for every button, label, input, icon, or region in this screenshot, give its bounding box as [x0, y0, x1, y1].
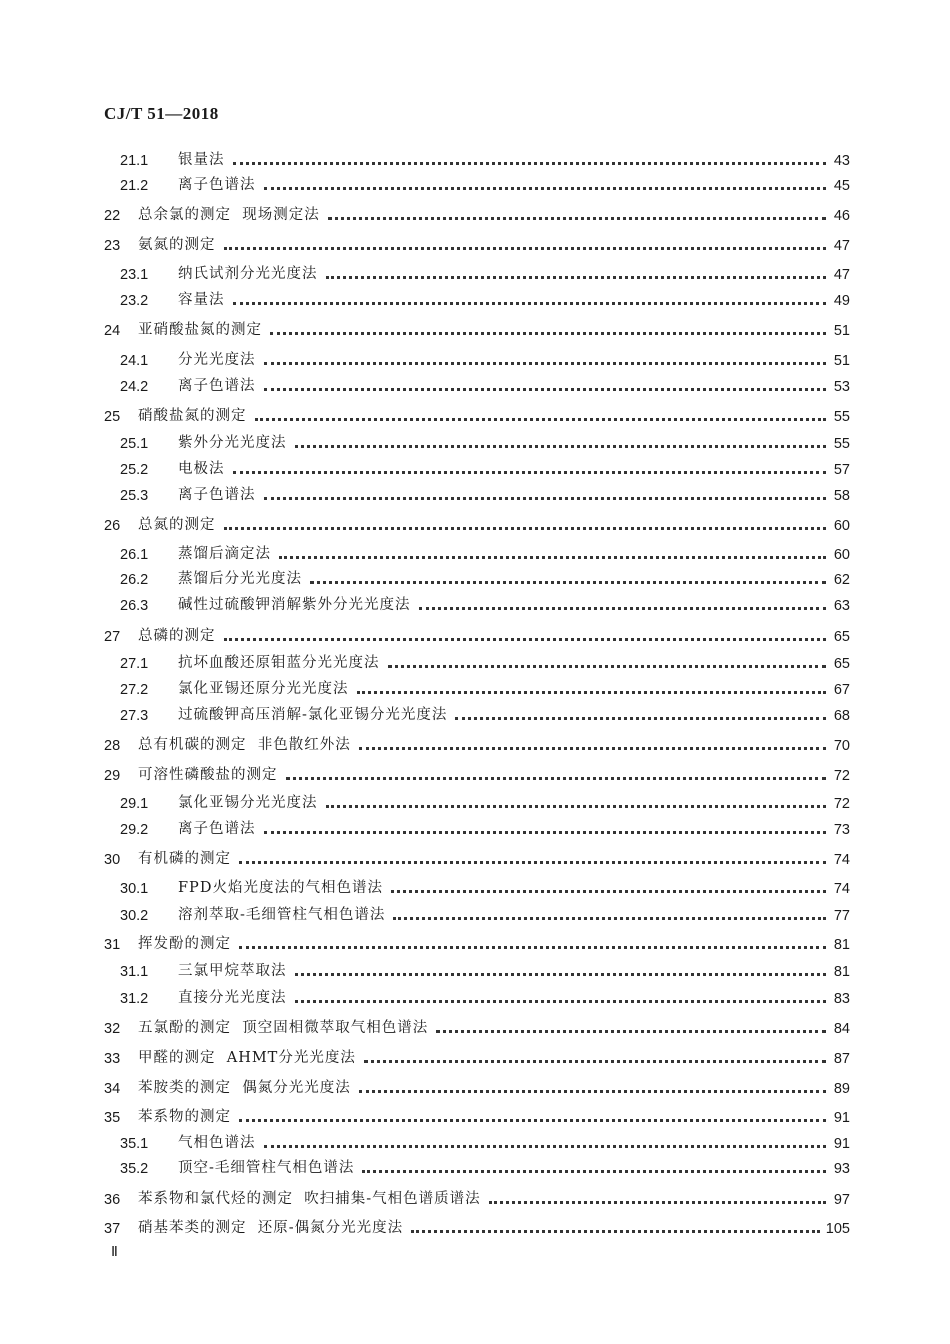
toc-entry-title: 银量法 [178, 152, 225, 168]
toc-entry[interactable] [104, 170, 850, 194]
toc-entry-title: 分光光度法 [178, 352, 256, 368]
toc-dot-leader [295, 1000, 827, 1003]
toc-dot-leader [224, 638, 827, 641]
toc-entry-title: 直接分光光度法 [178, 990, 287, 1006]
toc-entry-number: 21.2 [120, 178, 149, 194]
toc-dot-leader [264, 362, 827, 365]
toc-entry-page-number: 63 [833, 598, 850, 614]
toc-dot-leader [233, 162, 827, 165]
toc-dot-leader [326, 276, 827, 279]
toc-entry-title: 离子色谱法 [178, 378, 256, 394]
toc-entry-number: 35 [104, 1110, 121, 1126]
toc-entry-page-number: 47 [833, 238, 850, 254]
toc-dot-leader [264, 388, 827, 391]
toc-dot-leader [233, 471, 827, 474]
toc-entry-page-number: 105 [825, 1221, 850, 1237]
toc-entry[interactable] [104, 428, 850, 452]
toc-entry[interactable] [104, 1184, 850, 1208]
toc-entry-title: 亚硝酸盐氮的测定 [138, 322, 262, 338]
toc-entry-page-number: 43 [833, 153, 850, 169]
toc-dot-leader [239, 861, 826, 864]
toc-entry[interactable] [104, 873, 850, 897]
toc-entry-page-number: 58 [833, 488, 850, 504]
toc-entry[interactable] [104, 700, 850, 724]
toc-entry-number: 37 [104, 1221, 121, 1237]
toc-entry-page-number: 72 [833, 796, 850, 812]
toc-dot-leader [310, 581, 826, 584]
toc-entry-page-number: 51 [833, 353, 850, 369]
toc-dot-leader [264, 497, 827, 500]
toc-entry-title: 总磷的测定 [138, 628, 216, 644]
toc-dot-leader [239, 946, 826, 949]
toc-entry-title: 氯化亚锡还原分光光度法 [178, 681, 349, 697]
toc-entry-page-number: 77 [833, 908, 850, 924]
toc-entry-number: 24.1 [120, 353, 149, 369]
toc-dot-leader [391, 890, 826, 893]
toc-entry-title: 顶空-毛细管柱气相色谱法 [178, 1160, 355, 1176]
toc-entry-page-number: 93 [833, 1161, 850, 1177]
toc-entry-title: 总有机碳的测定 非色散红外法 [138, 737, 351, 753]
toc-dot-leader [362, 1170, 826, 1173]
toc-entry[interactable] [104, 401, 850, 425]
toc-entry[interactable] [104, 900, 850, 924]
toc-entry-number: 25.2 [120, 462, 149, 478]
toc-entry-number: 24 [104, 323, 121, 339]
toc-entry-number: 35.1 [120, 1136, 149, 1152]
toc-entry-number: 26 [104, 518, 121, 534]
toc-entry[interactable] [104, 371, 850, 395]
toc-entry-page-number: 55 [833, 409, 850, 425]
toc-entry-number: 30.2 [120, 908, 149, 924]
toc-entry-page-number: 81 [833, 937, 850, 953]
toc-dot-leader [264, 831, 827, 834]
toc-entry-number: 26.3 [120, 598, 149, 614]
toc-entry-number: 30 [104, 852, 121, 868]
toc-dot-leader [357, 691, 827, 694]
toc-entry-page-number: 49 [833, 293, 850, 309]
toc-entry-page-number: 45 [833, 178, 850, 194]
toc-entry-number: 27 [104, 629, 121, 645]
toc-entry-number: 33 [104, 1051, 121, 1067]
toc-entry[interactable] [104, 480, 850, 504]
toc-dot-leader [388, 665, 827, 668]
toc-entry-title: 三氯甲烷萃取法 [178, 963, 287, 979]
toc-entry-number: 30.1 [120, 881, 149, 897]
toc-entry[interactable] [104, 1128, 850, 1152]
toc-entry-title: 过硫酸钾高压消解-氯化亚锡分光光度法 [178, 707, 448, 723]
toc-entry-number: 29.1 [120, 796, 149, 812]
toc-entry[interactable] [104, 1073, 850, 1097]
toc-entry-title: 氨氮的测定 [138, 237, 216, 253]
toc-entry-page-number: 73 [833, 822, 850, 838]
toc-entry-number: 28 [104, 738, 121, 754]
toc-entry-page-number: 51 [833, 323, 850, 339]
toc-entry-number: 29.2 [120, 822, 149, 838]
toc-entry[interactable] [104, 1213, 850, 1237]
toc-entry[interactable] [104, 145, 850, 169]
toc-entry[interactable] [104, 230, 850, 254]
toc-entry-number: 25.3 [120, 488, 149, 504]
toc-dot-leader [489, 1201, 826, 1204]
toc-entry[interactable] [104, 760, 850, 784]
toc-entry-number: 27.3 [120, 708, 149, 724]
toc-entry-page-number: 65 [833, 656, 850, 672]
toc-entry[interactable] [104, 814, 850, 838]
toc-entry-number: 35.2 [120, 1161, 149, 1177]
toc-dot-leader [326, 805, 827, 808]
toc-entry-page-number: 67 [833, 682, 850, 698]
toc-entry[interactable] [104, 285, 850, 309]
toc-entry-number: 27.2 [120, 682, 149, 698]
toc-entry-number: 27.1 [120, 656, 149, 672]
toc-entry-title: 容量法 [178, 292, 225, 308]
toc-entry-page-number: 91 [833, 1136, 850, 1152]
toc-entry[interactable] [104, 788, 850, 812]
toc-entry[interactable] [104, 674, 850, 698]
toc-entry-title: 可溶性磷酸盐的测定 [138, 767, 278, 783]
toc-entry-title: 电极法 [178, 461, 225, 477]
toc-entry-number: 23 [104, 238, 121, 254]
toc-entry-title: 碱性过硫酸钾消解紫外分光光度法 [178, 597, 411, 613]
toc-entry-page-number: 91 [833, 1110, 850, 1126]
document-code-header: CJ/T 51—2018 [104, 104, 219, 123]
toc-entry-title: 离子色谱法 [178, 487, 256, 503]
toc-dot-leader [233, 302, 827, 305]
toc-entry[interactable] [104, 590, 850, 614]
toc-dot-leader [455, 717, 826, 720]
toc-dot-leader [328, 217, 826, 220]
toc-entry-page-number: 89 [833, 1081, 850, 1097]
toc-entry-title: 苯系物和氯代烃的测定 吹扫捕集-气相色谱质谱法 [138, 1191, 481, 1207]
toc-dot-leader [295, 973, 827, 976]
toc-entry-title: 抗坏血酸还原钼蓝分光光度法 [178, 655, 380, 671]
toc-entry-number: 36 [104, 1192, 121, 1208]
toc-entry-title: 蒸馏后滴定法 [178, 546, 271, 562]
toc-entry-number: 22 [104, 208, 121, 224]
toc-entry[interactable] [104, 1153, 850, 1177]
toc-dot-leader [393, 917, 826, 920]
toc-entry[interactable] [104, 510, 850, 534]
toc-entry-page-number: 62 [833, 572, 850, 588]
toc-entry-number: 23.1 [120, 267, 149, 283]
toc-entry-number: 21.1 [120, 153, 149, 169]
toc-entry-number: 26.1 [120, 547, 149, 563]
toc-entry-title: 紫外分光光度法 [178, 435, 287, 451]
toc-dot-leader [224, 527, 827, 530]
toc-entry-number: 24.2 [120, 379, 149, 395]
toc-entry-page-number: 83 [833, 991, 850, 1007]
toc-entry-page-number: 60 [833, 547, 850, 563]
toc-entry-page-number: 70 [833, 738, 850, 754]
toc-entry-page-number: 74 [833, 881, 850, 897]
toc-entry[interactable] [104, 259, 850, 283]
toc-entry-page-number: 46 [833, 208, 850, 224]
toc-entry[interactable] [104, 564, 850, 588]
toc-entry-number: 23.2 [120, 293, 149, 309]
toc-entry-number: 25.1 [120, 436, 149, 452]
toc-entry[interactable] [104, 1043, 850, 1067]
toc-entry-title: 总氮的测定 [138, 517, 216, 533]
toc-entry-page-number: 55 [833, 436, 850, 452]
toc-entry[interactable] [104, 929, 850, 953]
toc-entry-title: 离子色谱法 [178, 177, 256, 193]
toc-dot-leader [359, 747, 826, 750]
toc-entry-title: 蒸馏后分光光度法 [178, 571, 302, 587]
page-folio: Ⅱ [111, 1245, 118, 1260]
toc-entry[interactable] [104, 1013, 850, 1037]
toc-dot-leader [364, 1060, 826, 1063]
toc-entry-title: 五氯酚的测定 顶空固相微萃取气相色谱法 [138, 1020, 429, 1036]
toc-entry-title: 有机磷的测定 [138, 851, 231, 867]
toc-entry-title: 纳氏试剂分光光度法 [178, 266, 318, 282]
toc-entry-number: 34 [104, 1081, 121, 1097]
toc-entry-page-number: 97 [833, 1192, 850, 1208]
toc-entry-page-number: 47 [833, 267, 850, 283]
toc-entry-title: 苯胺类的测定 偶氮分光光度法 [138, 1080, 351, 1096]
toc-entry-title: 甲醛的测定 AHMT分光光度法 [138, 1050, 356, 1066]
toc-entry-title: 离子色谱法 [178, 821, 256, 837]
toc-entry-page-number: 53 [833, 379, 850, 395]
toc-entry-page-number: 57 [833, 462, 850, 478]
toc-entry-page-number: 81 [833, 964, 850, 980]
toc-entry[interactable] [104, 454, 850, 478]
toc-entry-page-number: 60 [833, 518, 850, 534]
toc-dot-leader [270, 332, 826, 335]
toc-entry-page-number: 87 [833, 1051, 850, 1067]
toc-entry-number: 32 [104, 1021, 121, 1037]
toc-entry-page-number: 72 [833, 768, 850, 784]
toc-dot-leader [279, 556, 826, 559]
toc-entry-number: 26.2 [120, 572, 149, 588]
toc-entry[interactable] [104, 315, 850, 339]
toc-entry[interactable] [104, 956, 850, 980]
toc-entry[interactable] [104, 345, 850, 369]
toc-entry-number: 31.1 [120, 964, 149, 980]
toc-dot-leader [359, 1090, 826, 1093]
toc-entry-title: 苯系物的测定 [138, 1109, 231, 1125]
toc-dot-leader [411, 1230, 820, 1233]
toc-entry-title: 气相色谱法 [178, 1135, 256, 1151]
toc-entry-number: 31.2 [120, 991, 149, 1007]
toc-dot-leader [436, 1030, 826, 1033]
toc-dot-leader [224, 247, 827, 250]
toc-entry-title: 氯化亚锡分光光度法 [178, 795, 318, 811]
toc-dot-leader [264, 1145, 827, 1148]
toc-entry-number: 29 [104, 768, 121, 784]
toc-dot-leader [264, 187, 827, 190]
toc-entry[interactable] [104, 844, 850, 868]
toc-entry[interactable] [104, 621, 850, 645]
toc-entry-number: 25 [104, 409, 121, 425]
toc-entry-page-number: 74 [833, 852, 850, 868]
toc-entry-title: FPD火焰光度法的气相色谱法 [178, 880, 383, 896]
toc-entry-page-number: 65 [833, 629, 850, 645]
toc-entry[interactable] [104, 648, 850, 672]
toc-entry-page-number: 84 [833, 1021, 850, 1037]
toc-entry[interactable] [104, 539, 850, 563]
toc-dot-leader [286, 777, 827, 780]
toc-entry[interactable] [104, 983, 850, 1007]
toc-entry-page-number: 68 [833, 708, 850, 724]
toc-entry[interactable] [104, 1102, 850, 1126]
toc-entry-title: 挥发酚的测定 [138, 936, 231, 952]
toc-dot-leader [295, 445, 827, 448]
toc-entry-number: 31 [104, 937, 121, 953]
toc-entry[interactable] [104, 730, 850, 754]
toc-entry-title: 硝基苯类的测定 还原-偶氮分光光度法 [138, 1220, 404, 1236]
toc-entry-title: 硝酸盐氮的测定 [138, 408, 247, 424]
toc-entry-title: 总余氯的测定 现场测定法 [138, 207, 320, 223]
toc-entry-title: 溶剂萃取-毛细管柱气相色谱法 [178, 907, 386, 923]
toc-dot-leader [239, 1119, 826, 1122]
toc-dot-leader [255, 418, 827, 421]
toc-entry[interactable] [104, 200, 850, 224]
toc-dot-leader [419, 607, 827, 610]
